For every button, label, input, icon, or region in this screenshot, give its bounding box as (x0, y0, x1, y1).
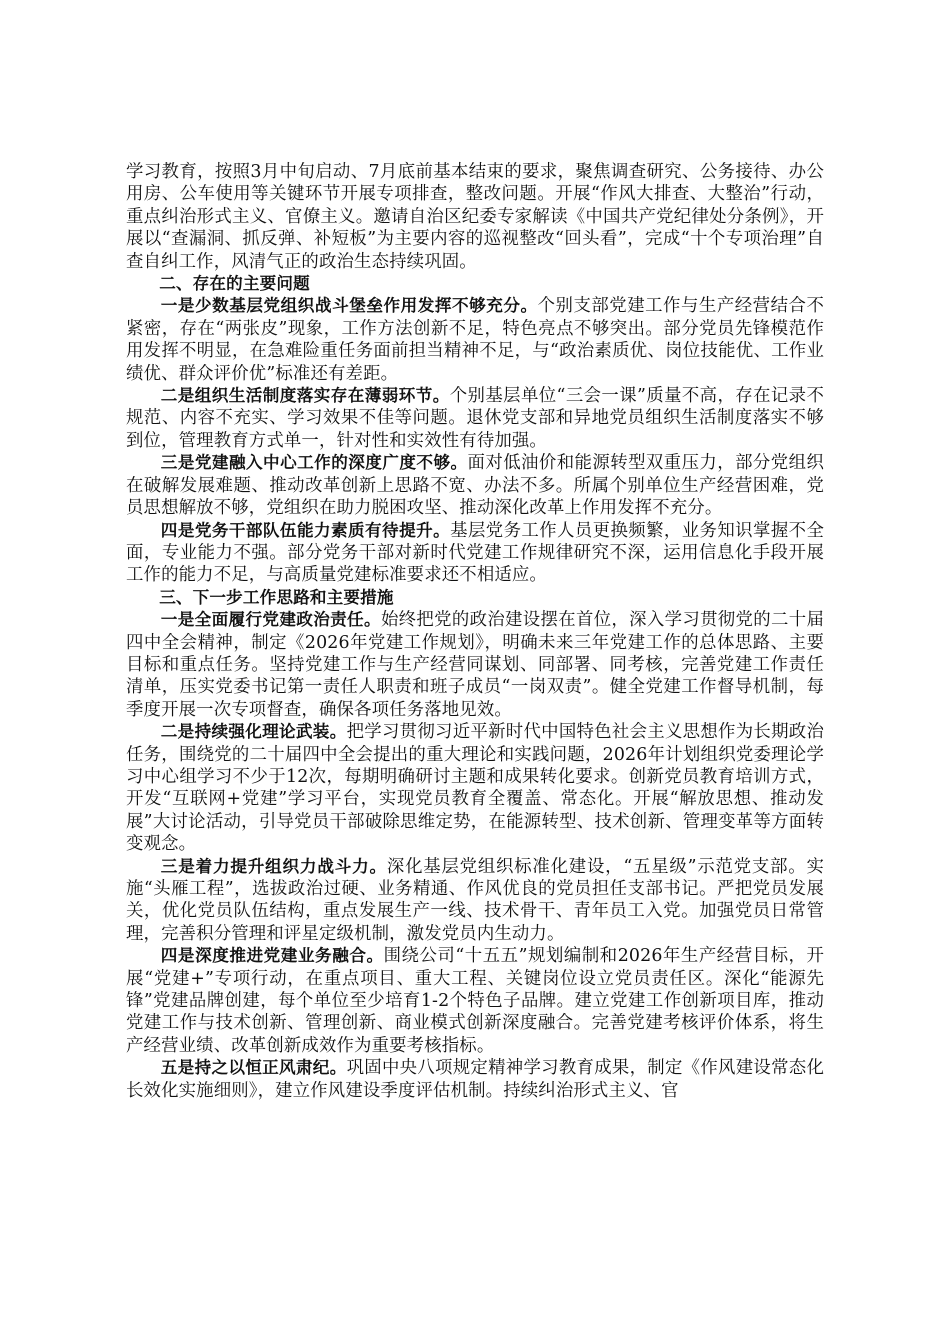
measure-lead-2: 二是持续强化理论武装。 (160, 722, 347, 742)
measure-lead-5: 五是持之以恒正风肃纪。 (160, 1058, 347, 1078)
problem-text-1: 个别支部党建工作与生产经营结合不紧密，存在“两张皮”现象，工作方法创新不足，特色亮点不够突出。部分党员先锋模范作用发挥不明显，在急难险重任务面前担当精神不足，与“政治素质优、岗位技能优、工作业绩优、群众评价优”标准还有差距。 (126, 296, 824, 384)
measure-paragraph-2 (126, 721, 824, 855)
measure-text-1: 始终把党的政治建设摆在首位，深入学习贯彻党的二十届四中全会精神，制定《2026年党建工作规划》，明确未来三年党建工作的总体思路、主要目标和重点任务。坚持党建工作与生产经营同谋划、同部署、同考核，完善党建工作责任清单，压实党委书记第一责任人职责和班子成员“一岗双责”。健全党建工作督导机制，每季度开展一次专项督查，确保各项任务落地见效。 (126, 610, 824, 720)
measure-lead-4: 四是深度推进党建业务融合。 (160, 946, 384, 966)
problem-paragraph-4 (126, 520, 824, 587)
section-heading-problems: 二、存在的主要问题 (159, 274, 310, 294)
section-heading-measures: 三、下一步工作思路和主要措施 (159, 587, 394, 607)
measure-text-3: 深化基层党组织标准化建设，“五星级”示范党支部。实施“头雁工程”，选拔政治过硬、业务精通、作风优良的党员担任支部书记。严把党员发展关，优化党员队伍结构，重点发展生产一线、技术骨干、青年员工入党。加强党员日常管理，完善积分管理和评星定级机制，激发党员内生动力。 (126, 856, 824, 944)
problem-text-3: 面对低油价和能源转型双重压力，部分党组织在破解发展难题、推动改革创新上思路不宽、办法不多。所属个别单位生产经营困难，党员思想解放不够，党组织在助力脱困攻坚、推动深化改革上作用发挥不充分。 (126, 453, 824, 519)
measure-text-2: 把学习贯彻习近平新时代中国特色社会主义思想作为长期政治任务，围绕党的二十届四中全会提出的重大理论和实践问题，2026年计划组织党委理论学习中心组学习不少于12次，每期明确研讨主题和成果转化要求。创新党员教育培训方式，开发“互联网+党建”学习平台，实现党员教育全覆盖、常态化。开展“解放思想、推动发展”大讨论活动，引导党员干部破除思维定势，在能源转型、技术创新、管理变革等方面转变观念。 (126, 722, 824, 855)
measure-lead-1: 一是全面履行党建政治责任。 (160, 610, 381, 630)
measure-text-4: 围绕公司“十五五”规划编制和2026年生产经营目标，开展“党建+”专项行动，在重点项目、重大工程、关键岗位设立党员责任区。深化“能源先锋”党建品牌创建，每个单位至少培育1-2个特色子品牌。建立党建工作创新项目库，推动党建工作与技术创新、管理创新、商业模式创新深度融合。完善党建考核评价体系，将生产经营业绩、改革创新成效作为重要考核指标。 (126, 946, 824, 1056)
problem-paragraph-1 (126, 295, 824, 385)
measure-paragraph-1 (126, 609, 824, 721)
intro-paragraph: 学习教育，按照3月中旬启动、7月底前基本结束的要求，聚焦调查研究、公务接待、办公用房、公车使用等关键环节开展专项排查，整改问题。开展“作风大排查、大整治”行动，重点纠治形式主义、官僚主义。邀请自治区纪委专家解读《中国共产党纪律处分条例》，开展以“查漏洞、抓反弹、补短板”为主要内容的巡视整改“回头看”，完成“十个专项治理”自查自纠工作，风清气正的政治生态持续巩固。 (126, 162, 824, 272)
measure-lead-3: 三是着力提升组织力战斗力。 (160, 856, 387, 876)
problem-lead-2: 二是组织生活制度落实存在薄弱环节。 (160, 386, 450, 406)
problem-lead-3: 三是党建融入中心工作的深度广度不够。 (160, 453, 468, 473)
measure-text-5: 巩固中央八项规定精神学习教育成果，制定《作风建设常态化长效化实施细则》，建立作风建设季度评估机制。持续纠治形式主义、官 (126, 1058, 824, 1101)
problem-text-4: 基层党务工作人员更换频繁，业务知识掌握不全面，专业能力不强。部分党务干部对新时代党建工作规律研究不深，运用信息化手段开展工作的能力不足，与高质量党建标准要求还不相适应。 (126, 520, 824, 586)
measure-paragraph-3 (126, 856, 824, 946)
measure-paragraph-5 (126, 1057, 824, 1102)
problem-paragraph-3 (126, 452, 824, 519)
problem-text-2: 个别基层单位“三会一课”质量不高，存在记录不规范、内容不充实、学习效果不佳等问题。退休党支部和异地党员组织生活制度落实不够到位，管理教育方式单一，针对性和实效性有待加强。 (126, 386, 824, 451)
measure-paragraph-4 (126, 945, 824, 1057)
document-page (126, 161, 824, 1102)
problem-paragraph-2 (126, 385, 824, 452)
problem-lead-1: 一是少数基层党组织战斗堡垒作用发挥不够充分。 (160, 296, 538, 316)
problem-lead-4: 四是党务干部队伍能力素质有待提升。 (160, 520, 451, 540)
